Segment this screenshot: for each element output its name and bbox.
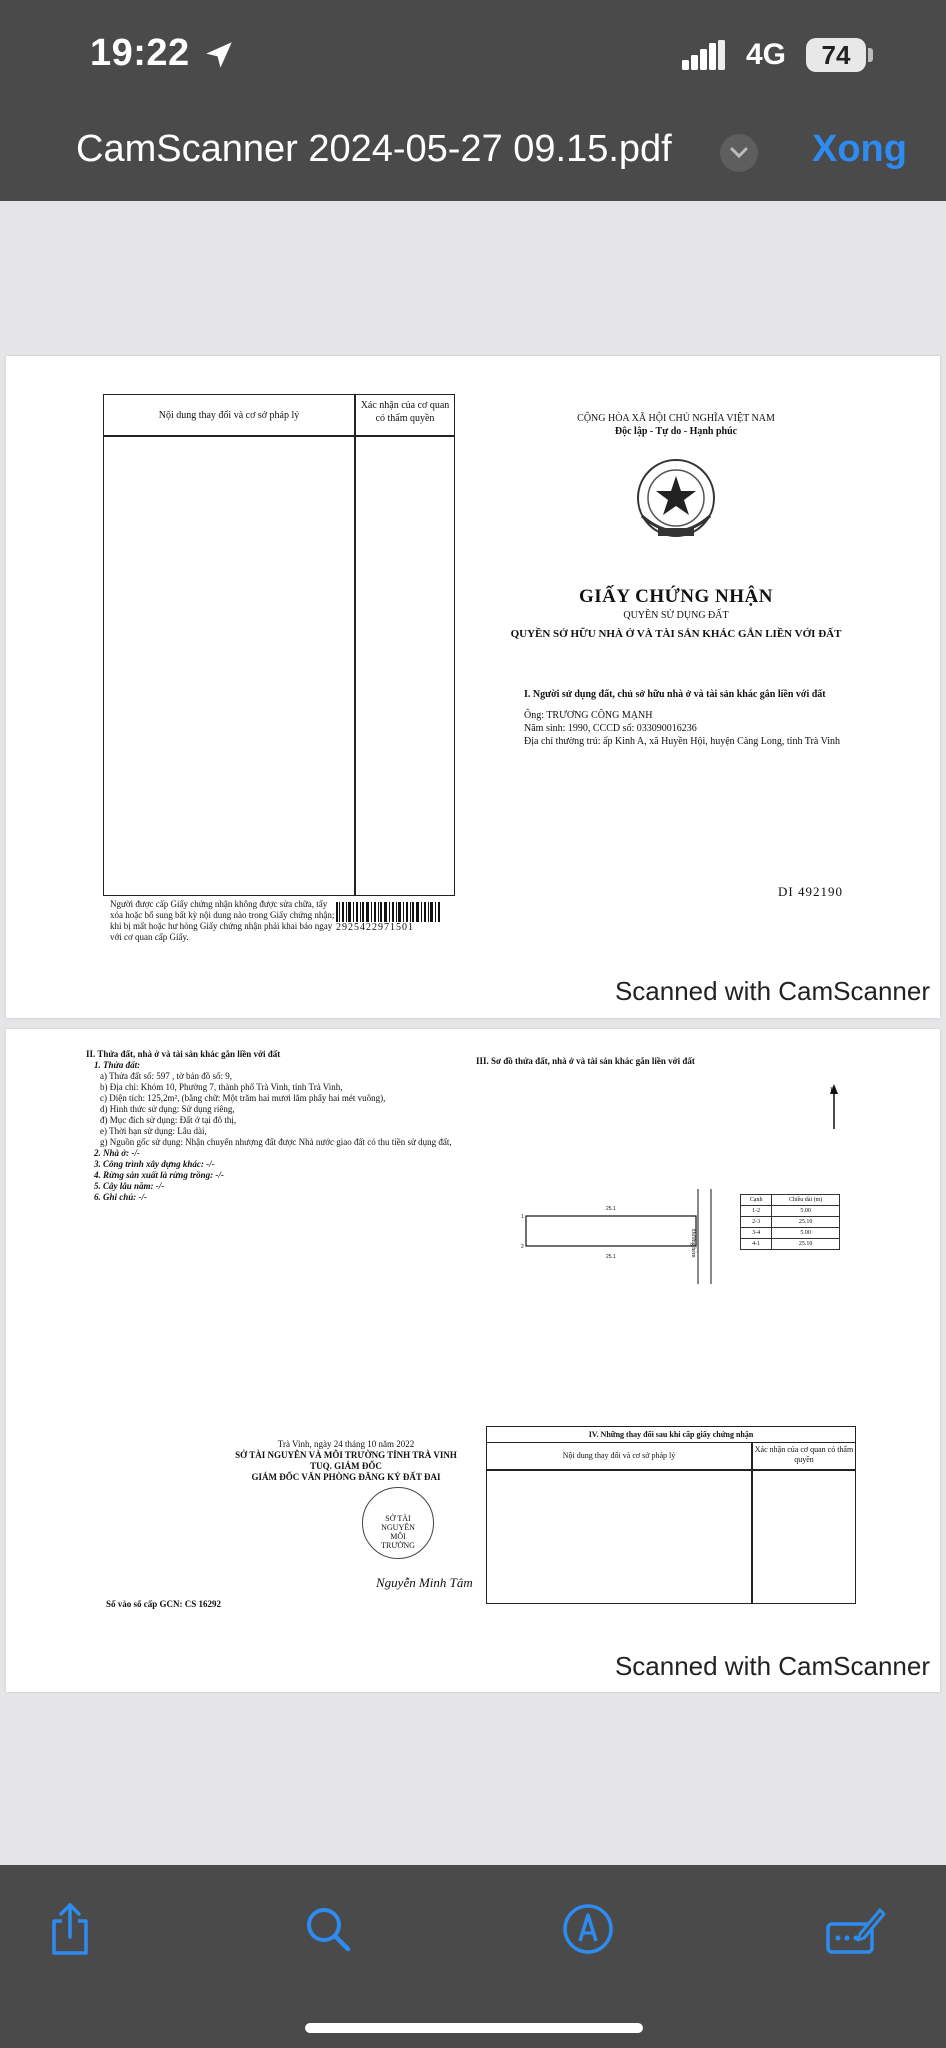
barcode-number: 2925422971501 (336, 922, 414, 933)
parcel-line: đ) Mục đích sử dụng: Đất ở tại đô thị, (100, 1115, 237, 1125)
parcel-line: g) Nguồn gốc sử dụng: Nhận chuyển nhượng đất được Nhà nước giao đất có thu tiền sử dụng đất, (100, 1137, 452, 1147)
home-indicator[interactable] (305, 2023, 643, 2033)
edge-header: Cạnh (741, 1195, 772, 1206)
pdf-page-2[interactable] (6, 1029, 940, 1692)
sign-org: SỞ TÀI NGUYÊN VÀ MÔI TRƯỜNG TỈNH TRÀ VINH (235, 1450, 457, 1460)
certificate-title: GIẤY CHỨNG NHẬN (579, 586, 773, 607)
owner-name: Ông: TRƯƠNG CÔNG MẠNH (524, 710, 653, 721)
compass-label: B (830, 1086, 836, 1095)
sign-tuq: TUQ. GIÁM ĐỐC (310, 1461, 382, 1471)
table-row: 2-3 25.10 (741, 1217, 840, 1228)
section-4-heading: IV. Những thay đổi sau khi cấp giấy chứng nhận (487, 1427, 855, 1443)
document-title[interactable]: CamScanner 2024-05-27 09.15.pdf (76, 128, 672, 170)
serial-number: DI 492190 (778, 884, 843, 899)
changes-table (103, 394, 455, 896)
svg-text:2: 2 (521, 1244, 524, 1250)
parcel-line: 3. Công trình xây dựng khác: -/- (94, 1159, 215, 1169)
road-label: Đường hẻm (690, 1229, 696, 1258)
done-button[interactable]: Xong (812, 128, 907, 170)
table-header-confirm: Xác nhận của cơ quan có thẩm quyền (754, 1445, 854, 1464)
table-header-confirm: Xác nhận của cơ quan có thẩm quyền (360, 400, 450, 424)
location-arrow-icon (202, 38, 236, 72)
table-row: 1-2 5.00 (741, 1206, 840, 1217)
parcel-line: 5. Cây lâu năm: -/- (94, 1181, 165, 1191)
watermark: Scanned with CamScanner (614, 1651, 930, 1681)
network-type: 4G (746, 38, 787, 71)
svg-text:1: 1 (521, 1214, 524, 1220)
parcel-line: 2. Nhà ở: -/- (94, 1148, 140, 1158)
annotate-icon[interactable] (826, 1903, 886, 1959)
parcel-line: 4. Rừng sản xuất là rừng trồng: -/- (94, 1170, 224, 1180)
barcode-image (336, 902, 441, 922)
svg-text:25.1: 25.1 (606, 1254, 616, 1260)
republic-header (516, 412, 836, 438)
section-3-heading: III. Sơ đồ thửa đất, nhà ở và tài sản khác gắn liền với đất (476, 1056, 695, 1066)
table-header-content: Nội dung thay đổi và cơ sở pháp lý (562, 1451, 676, 1460)
edge-length-table (740, 1194, 840, 1250)
parcel-line: a) Thửa đất số: 597 , tờ bản đồ số: 9, (100, 1071, 232, 1081)
parcel-line: d) Hình thức sử dụng: Sử dụng riêng, (100, 1104, 235, 1114)
owner-info (524, 688, 854, 748)
sign-date: Trà Vinh, ngày 24 tháng 10 năm 2022 (277, 1439, 415, 1449)
certificate-subtitle-1: QUYỀN SỬ DỤNG ĐẤT (623, 610, 729, 621)
owner-address: Địa chỉ thường trú: ấp Kinh A, xã Huyền Hội, huyện Càng Long, tỉnh Trà Vinh (524, 736, 841, 747)
national-emblem-icon (628, 456, 724, 546)
sign-role: GIÁM ĐỐC VĂN PHÒNG ĐĂNG KÝ ĐẤT ĐAI (251, 1472, 441, 1482)
signature-block (216, 1439, 476, 1483)
registration-number: Số vào sổ cấp GCN: CS 16292 (106, 1599, 222, 1609)
chevron-down-icon (729, 144, 749, 162)
length-header: Chiều dài (m) (772, 1195, 840, 1206)
pdf-page-1[interactable] (6, 356, 940, 1018)
top-bar (0, 0, 946, 201)
parcel-label: 1. Thửa đất: (94, 1060, 141, 1070)
footnote: Người được cấp Giấy chứng nhận không được sửa chữa, tẩy xóa hoặc bổ sung bất kỳ nội dung nào trong Giấy chứng nhận; khi bị mất hoặc hư hỏng Giấy chứng nhận phải khai báo ngay với cơ quan cấp Giấy. (110, 899, 335, 942)
motto: Độc lập - Tự do - Hạnh phúc (614, 426, 738, 437)
signer-name: Nguyễn Minh Tâm (376, 1575, 473, 1590)
battery-nub (868, 48, 873, 62)
watermark: Scanned with CamScanner (614, 976, 930, 1006)
table-header-content: Nội dung thay đổi và cơ sở pháp lý (158, 410, 300, 421)
parcel-line: 6. Ghi chú: -/- (94, 1192, 148, 1202)
certificate-subtitle-2: QUYỀN SỞ HỮU NHÀ Ở VÀ TÀI SẢN KHÁC GẮN LIỀN VỚI ĐẤT (510, 628, 842, 640)
parcel-line: b) Địa chỉ: Khóm 10, Phường 7, thành phố Trà Vinh, tỉnh Trà Vinh, (100, 1082, 343, 1092)
title-menu-button[interactable] (720, 134, 758, 172)
signal-icon (682, 40, 732, 70)
table-row: 3-4 5.00 (741, 1228, 840, 1239)
republic-name: CỘNG HÒA XÃ HỘI CHỦ NGHĨA VIỆT NAM (577, 413, 775, 424)
owner-birth: Năm sinh: 1990, CCCD số: 033090016236 (524, 723, 697, 734)
parcel-line: e) Thời hạn sử dụng: Lâu dài, (100, 1126, 207, 1136)
search-icon[interactable] (302, 1901, 354, 1957)
status-time: 19:22 (90, 32, 190, 74)
table-row: 4-1 25.10 (741, 1239, 840, 1250)
section-2-heading: II. Thửa đất, nhà ở và tài sản khác gắn liền với đất (86, 1049, 281, 1059)
parcel-line: c) Diện tích: 125,2m², (bằng chữ: Một trăm hai mươi lăm phẩy hai mét vuông), (100, 1093, 386, 1103)
bottom-toolbar (0, 1865, 946, 2048)
share-icon[interactable] (44, 1901, 96, 1957)
markup-icon[interactable] (562, 1901, 614, 1957)
parcel-info (86, 1049, 466, 1203)
battery-indicator: 74 (806, 38, 866, 72)
section-1-heading: I. Người sử dụng đất, chủ sở hữu nhà ở và tài sản khác gắn liền với đất (524, 689, 826, 700)
stamp-text: SỞ TÀI NGUYÊN MÔI TRƯỜNG (381, 1514, 415, 1550)
changes-after-issue-table (486, 1426, 856, 1604)
svg-text:25.1: 25.1 (606, 1206, 616, 1212)
